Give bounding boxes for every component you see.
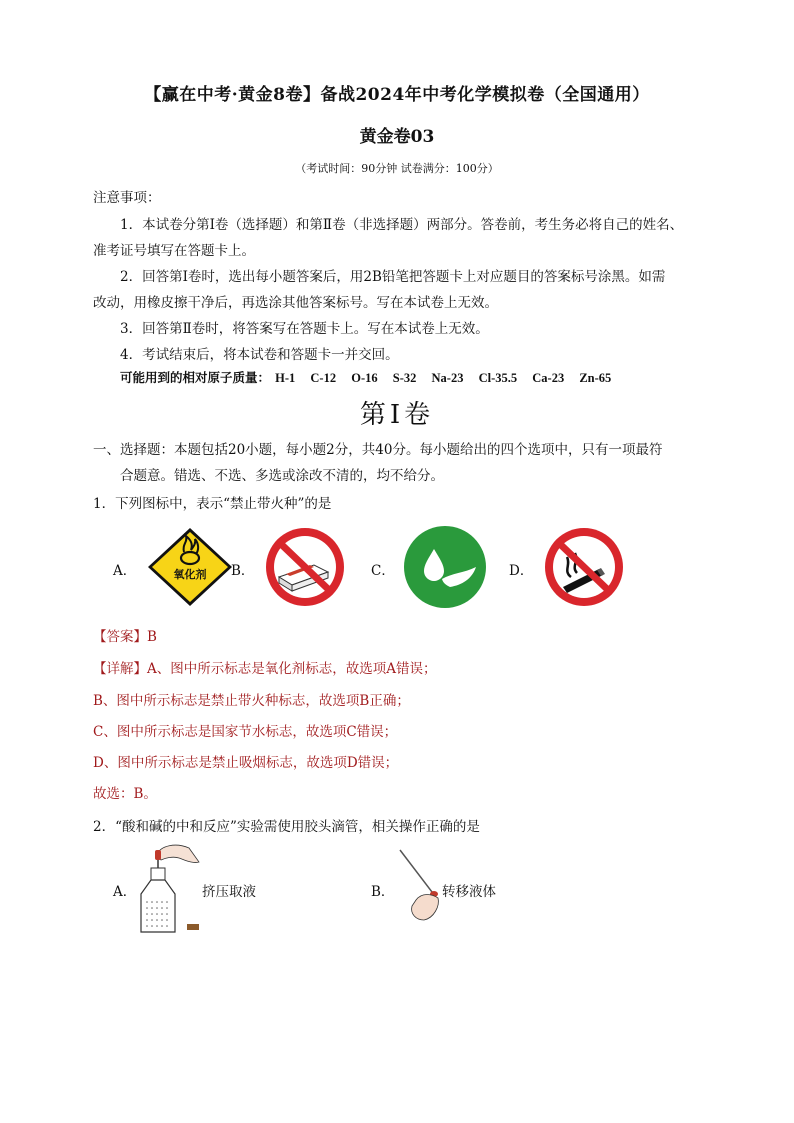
answer-tag: 【答案】 bbox=[93, 629, 147, 645]
atom-mass: Ca-23 bbox=[532, 371, 565, 385]
q1-option-a-label: A． bbox=[113, 563, 137, 579]
atomic-masses bbox=[120, 368, 623, 386]
detail-text: A、图中所示标志是氧化剂标志，故选项A错误； bbox=[147, 661, 437, 677]
atom-mass: Zn-65 bbox=[579, 371, 612, 385]
q1-detail-4: D、图中所示标志是禁止吸烟标志，故选项D错误； bbox=[93, 755, 399, 771]
q2-option-b-label: B． bbox=[371, 884, 395, 900]
oxidizer-sign-icon bbox=[146, 526, 234, 608]
exam-meta: （考试时间：90分钟 试卷满分：100分） bbox=[295, 162, 499, 175]
detail-tag: 【详解】 bbox=[93, 661, 147, 677]
q1-option-b-label: B． bbox=[231, 563, 255, 579]
atom-mass: O-16 bbox=[351, 371, 378, 385]
atom-mass: H-1 bbox=[275, 371, 296, 385]
section-instructions-2: 合题意。错选、不选、多选或涂改不清的，均不给分。 bbox=[120, 468, 444, 484]
question-2-stem: 2．“酸和碱的中和反应”实验需使用胶头滴管，相关操作正确的是 bbox=[93, 819, 480, 835]
answer-value: B bbox=[147, 629, 157, 645]
notice-item-2b: 改动，用橡皮擦干净后，再选涂其他答案标号。写在本试卷上无效。 bbox=[93, 295, 498, 311]
notice-item-3: 3．回答第Ⅱ卷时，将答案写在答题卡上。写在本试卷上无效。 bbox=[120, 321, 489, 337]
notice-item-2a: 2．回答第Ⅰ卷时，选出每小题答案后，用2B铅笔把答题卡上对应题目的答案标号涂黑。如需 bbox=[120, 269, 666, 285]
notice-item-1b: 准考证号填写在答题卡上。 bbox=[93, 243, 255, 259]
q2-option-a-label: A． bbox=[113, 884, 137, 900]
squeeze-dropper-bottle-icon bbox=[135, 840, 205, 936]
q1-detail-2: B、图中所示标志是禁止带火种标志，故选项B正确； bbox=[93, 693, 410, 709]
atom-mass: Na-23 bbox=[431, 371, 464, 385]
section-instructions-1: 一、选择题：本题包括20小题，每小题2分，共40分。每小题给出的四个选项中，只有一项最符 bbox=[93, 442, 663, 458]
notice-item-4: 4．考试结束后，将本试卷和答题卡一并交回。 bbox=[120, 347, 399, 363]
no-matches-sign-icon bbox=[262, 525, 348, 609]
oxidizer-label: 氧化剂 bbox=[173, 568, 207, 581]
q2-option-b-text: 转移液体 bbox=[442, 884, 496, 900]
q1-detail-1 bbox=[93, 657, 437, 677]
exam-title: 【赢在中考·黄金8卷】备战2024年中考化学模拟卷（全国通用） bbox=[144, 85, 650, 105]
atom-mass: Cl-35.5 bbox=[478, 371, 518, 385]
notice-item-1a: 1．本试卷分第Ⅰ卷（选择题）和第Ⅱ卷（非选择题）两部分。答卷前，考生务必将自己的姓名、 bbox=[120, 217, 684, 233]
q1-detail-3: C、图中所示标志是国家节水标志，故选项C错误； bbox=[93, 724, 398, 740]
q2-option-a-text: 挤压取液 bbox=[202, 884, 256, 900]
part-title: 第Ⅰ卷 bbox=[359, 400, 435, 430]
transfer-dropper-hand-icon bbox=[398, 848, 446, 924]
atoms-label: 可能用到的相对原子质量： bbox=[120, 371, 271, 385]
q1-option-d-label: D． bbox=[509, 563, 534, 579]
q1-answer bbox=[93, 625, 157, 645]
notice-heading: 注意事项： bbox=[93, 190, 161, 206]
atom-mass: C-12 bbox=[310, 371, 337, 385]
no-smoking-sign-icon bbox=[541, 525, 627, 609]
exam-subtitle: 黄金卷03 bbox=[359, 127, 435, 147]
water-saving-sign-icon bbox=[402, 525, 488, 609]
q1-conclusion: 故选：B。 bbox=[93, 786, 157, 802]
atom-mass: S-32 bbox=[392, 371, 417, 385]
q1-option-c-label: C． bbox=[371, 563, 395, 579]
question-1-stem: 1．下列图标中，表示“禁止带火种”的是 bbox=[93, 496, 332, 512]
